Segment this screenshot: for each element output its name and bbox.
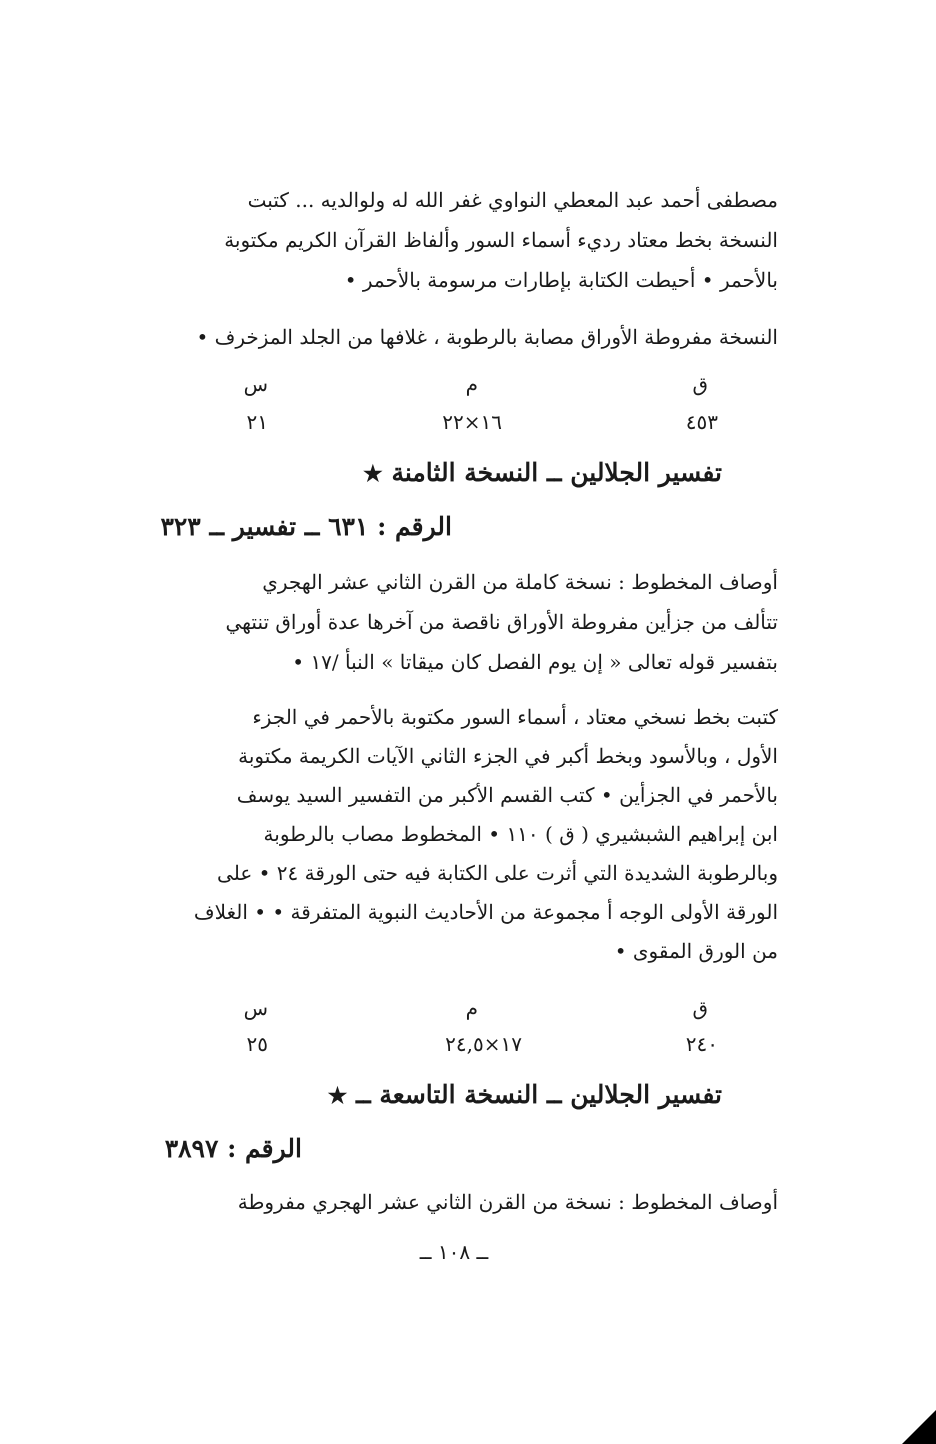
table1-header-q: ق — [692, 372, 708, 396]
text-line: من الورق المقوى • — [614, 939, 778, 963]
table1-value-m: ١٦×٢٢ — [442, 410, 502, 434]
text-line: الأول ، وبالأسود وبخط أكبر في الجزء الثاني الآيات الكريمة مكتوبة — [238, 744, 778, 768]
text-line: أوصاف المخطوط : نسخة كاملة من القرن الثاني عشر الهجري — [262, 570, 778, 594]
table2-header-s: س — [243, 996, 268, 1020]
text-line: بتفسير قوله تعالى « إن يوم الفصل كان ميقاتا » النبأ /١٧ • — [292, 650, 778, 674]
text-line: كتبت بخط نسخي معتاد ، أسماء السور مكتوبة بالأحمر في الجزء — [252, 705, 778, 729]
star-icon: ★ — [363, 461, 383, 487]
table2-header-row — [130, 996, 778, 1026]
table2-value-s: ٢٥ — [246, 1032, 268, 1056]
document-page — [130, 0, 778, 1444]
table1-header-s: س — [243, 372, 268, 396]
text-line: وبالرطوبة الشديدة التي أثرت على الكتابة فيه حتى الورقة ٢٤ • على — [217, 861, 778, 885]
text-line: ابن إبراهيم الشبشيري ( ق ) ١١٠ • المخطوط مصاب بالرطوبة — [263, 822, 778, 846]
table1-value-q: ٤٥٣ — [685, 410, 718, 434]
star-icon: ★ — [327, 1083, 348, 1109]
record-number: الرقم : ٣٨٩٧ — [164, 1134, 302, 1163]
record-number: الرقم : ٦٣١ ــ تفسير ــ ٣٢٣ — [160, 512, 452, 541]
table2-value-m: ١٧×٢٤,٥ — [445, 1032, 522, 1056]
table1-header-m: م — [465, 372, 478, 396]
text-line: النسخة مفروطة الأوراق مصابة بالرطوبة ، غلافها من الجلد المزخرف • — [196, 325, 778, 349]
section-title: تفسير الجلالين ــ النسخة التاسعة ــ — [356, 1080, 722, 1109]
table1-value-row — [130, 410, 778, 440]
page-number: ــ ١٠٨ ــ — [419, 1240, 489, 1264]
text-line: الورقة الأولى الوجه أ مجموعة من الأحاديث النبوية المتفرقة • • الغلاف — [193, 900, 778, 924]
table2-value-q: ٢٤٠ — [685, 1032, 718, 1056]
table2-value-row — [130, 1032, 778, 1062]
text-line: بالأحمر • أحيطت الكتابة بإطارات مرسومة بالأحمر • — [344, 268, 778, 292]
text-line: بالأحمر في الجزأين • كتب القسم الأكبر من التفسير السيد يوسف — [236, 783, 778, 807]
table1-value-s: ٢١ — [246, 410, 268, 434]
corner-triangle-icon — [902, 1410, 936, 1444]
text-line: تتألف من جزأين مفروطة الأوراق ناقصة من آخرها عدة أوراق تنتهي — [225, 610, 778, 634]
table1-header-row — [130, 372, 778, 402]
table2-header-m: م — [465, 996, 478, 1020]
text-line: مصطفى أحمد عبد المعطي النواوي غفر الله له ولوالديه ... كتبت — [247, 188, 778, 212]
table2-header-q: ق — [692, 996, 708, 1020]
section-title: تفسير الجلالين ــ النسخة الثامنة — [391, 458, 722, 487]
section-heading — [363, 458, 722, 487]
section-heading — [328, 1080, 722, 1109]
text-line: أوصاف المخطوط : نسخة من القرن الثاني عشر الهجري مفروطة — [237, 1190, 778, 1214]
text-line: النسخة بخط معتاد رديء أسماء السور وألفاظ القرآن الكريم مكتوبة — [224, 228, 778, 252]
